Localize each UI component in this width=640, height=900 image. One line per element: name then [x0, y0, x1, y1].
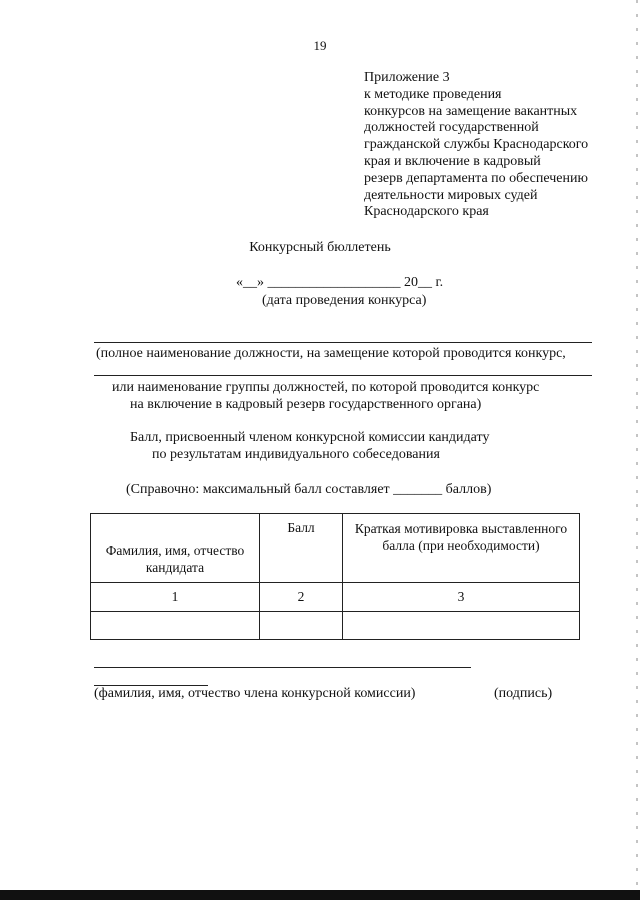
column-number: 2: [260, 583, 343, 612]
position-name-line: [94, 342, 592, 343]
position-group-line: [94, 375, 592, 376]
table-row: [91, 583, 580, 612]
position-caption-line1: (полное наименование должности, на замещение которой проводится конкурс,: [96, 346, 566, 361]
header-motivation: Краткая мотивировка выставленного балла (при необходимости): [343, 514, 580, 583]
appendix-line: конкурсов на замещение вакантных: [364, 103, 578, 119]
date-caption: (дата проведения конкурса): [262, 293, 427, 308]
header-score: Балл: [260, 514, 343, 583]
candidate-name-cell: [91, 612, 260, 640]
table-header-row: [91, 514, 580, 583]
motivation-cell: [343, 612, 580, 640]
date-field: «__» ___________________ 20__ г.: [236, 275, 444, 290]
appendix-line: края и включение в кадровый: [364, 153, 541, 169]
appendix-line: гражданской службы Краснодарского: [364, 137, 589, 153]
appendix-line: деятельности мировых судей: [364, 187, 538, 203]
document-title: Конкурсный бюллетень: [249, 240, 391, 255]
position-caption-line2: или наименование группы должностей, по которой проводится конкурс: [112, 380, 540, 395]
ballot-table: [90, 513, 580, 640]
appendix-line: резерв департамента по обеспечению: [364, 170, 588, 186]
scan-edge: [636, 0, 638, 890]
column-number: 3: [343, 583, 580, 612]
appendix-line: Приложение 3: [364, 70, 450, 85]
table-row: [91, 612, 580, 640]
member-name-caption: (фамилия, имя, отчество члена конкурсной комиссии): [94, 686, 416, 701]
signature-caption: (подпись): [494, 686, 553, 701]
appendix-line: к методике проведения: [364, 86, 502, 102]
appendix-line: Краснодарского края: [364, 204, 489, 220]
appendix-line: должностей государственной: [364, 120, 539, 136]
score-intro-line2: по результатам индивидуального собеседования: [152, 447, 440, 462]
header-candidate-name: Фамилия, имя, отчество кандидата: [91, 514, 260, 583]
position-caption-line3: на включение в кадровый резерв государственного органа): [130, 397, 482, 412]
scan-bottom-edge: [0, 890, 640, 900]
reference-note: (Справочно: максимальный балл составляет _______ баллов): [126, 482, 492, 497]
column-number: 1: [91, 583, 260, 612]
page-number: 19: [313, 38, 327, 53]
score-intro-line1: Балл, присвоенный членом конкурсной комиссии кандидату: [130, 430, 490, 445]
appendix-header: [364, 70, 588, 221]
score-cell: [260, 612, 343, 640]
member-name-line: [94, 667, 471, 668]
